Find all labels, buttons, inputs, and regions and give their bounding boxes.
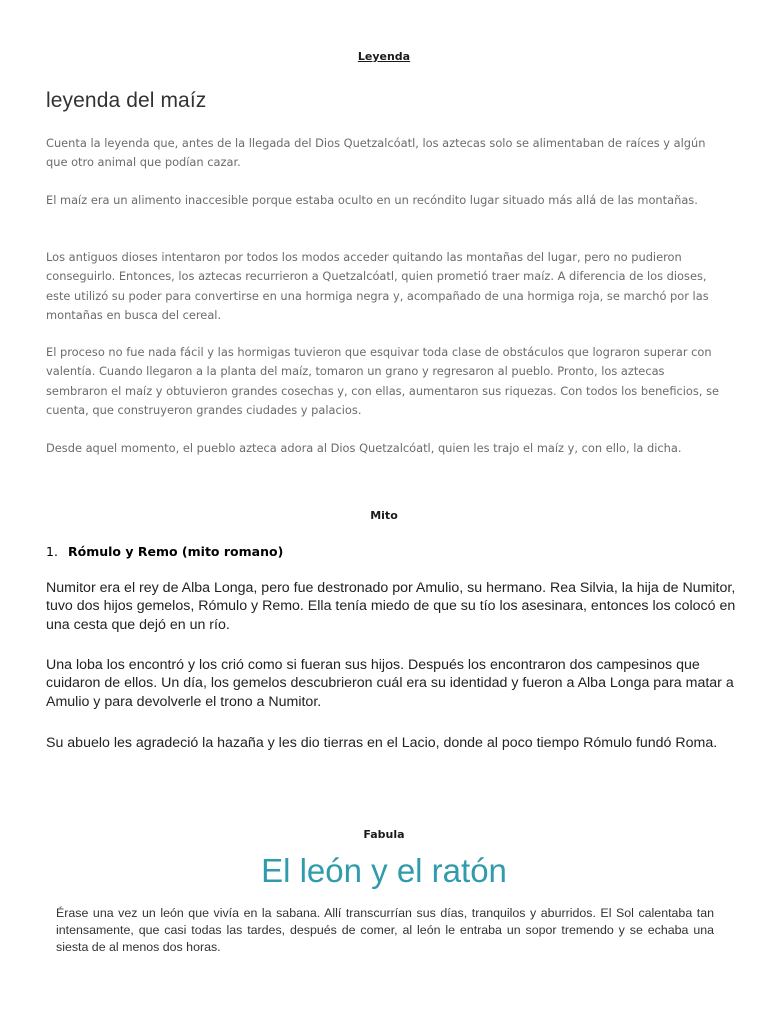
fabula-paragraph: Érase una vez un león que vivía en la sabana. Allí transcurrían sus días, tranquilos y aburridos. El Sol calentaba tan intensamente, que casi todas las tardes, después de comer, al león le entraba un sopor tremendo y se echaba una siesta de al menos dos horas. <box>56 906 714 955</box>
mito-paragraph-1: Numitor era el rey de Alba Longa, pero fue destronado por Amulio, su hermano. Rea Silvia, la hija de Numitor, tuvo dos hijos gemelos, Rómulo y Remo. Ella tenía miedo de que su tío los asesinara, entonces los colocó en una cesta que dejó en un río. <box>46 580 736 633</box>
fabula-heading: Fabula <box>363 828 405 841</box>
mito-paragraph-2: Una loba los encontró y los crió como si fueran sus hijos. Después los encontraron dos campesinos que cuidaron de ellos. Un día, los gemelos descubrieron cuál era su identidad y fueron a Alba Longa para matar a Amulio y para devolverle el trono a Numitor. <box>46 657 734 710</box>
mito-title-text: Rómulo y Remo (mito romano) <box>68 544 284 559</box>
mito-heading: Mito <box>370 509 398 522</box>
leyenda-heading: Leyenda <box>357 50 411 63</box>
leyenda-paragraph-5: Desde aquel momento, el pueblo azteca adora al Dios Quetzalcóatl, quien les trajo el maíz y, con ello, la dicha. <box>46 441 682 455</box>
leyenda-title: leyenda del maíz <box>46 89 207 112</box>
leyenda-paragraph-4: El proceso no fue nada fácil y las hormigas tuvieron que esquivar toda clase de obstáculos que lograron superar con valentía. Cuando llegaron a la planta del maíz, tomaron un grano y regresaron al pueblo. Pronto, los aztecas sembraron el maíz y obtuvieron grandes cosechas y, con ellas, aumentaron sus riquezas. Con todos los beneficios, se cuenta, que construyeron grandes ciudades y palacios. <box>46 345 720 417</box>
mito-title <box>46 544 283 559</box>
mito-item-number: 1. <box>46 544 58 559</box>
leyenda-paragraph-1: Cuenta la leyenda que, antes de la llegada del Dios Quetzalcóatl, los aztecas solo se alimentaban de raíces y algún que otro animal que podían cazar. <box>46 136 706 170</box>
leyenda-paragraph-2: El maíz era un alimento inaccesible porque estaba oculto en un recóndito lugar situado más allá de las montañas. <box>46 193 698 207</box>
mito-paragraph-3: Su abuelo les agradeció la hazaña y les dio tierras en el Lacio, donde al poco tiempo Rómulo fundó Roma. <box>46 735 718 751</box>
leyenda-paragraph-3: Los antiguos dioses intentaron por todos los modos acceder quitando las montañas del lugar, pero no pudieron conseguirlo. Entonces, los aztecas recurrieron a Quetzalcóatl, quien prometió traer maíz. A diferencia de los dioses, este utilizó su poder para convertirse en una hormiga negra y, acompañado de una hormiga roja, se marchó por las montañas en busca del cereal. <box>46 250 709 322</box>
fabula-title: El león y el ratón <box>261 852 507 889</box>
